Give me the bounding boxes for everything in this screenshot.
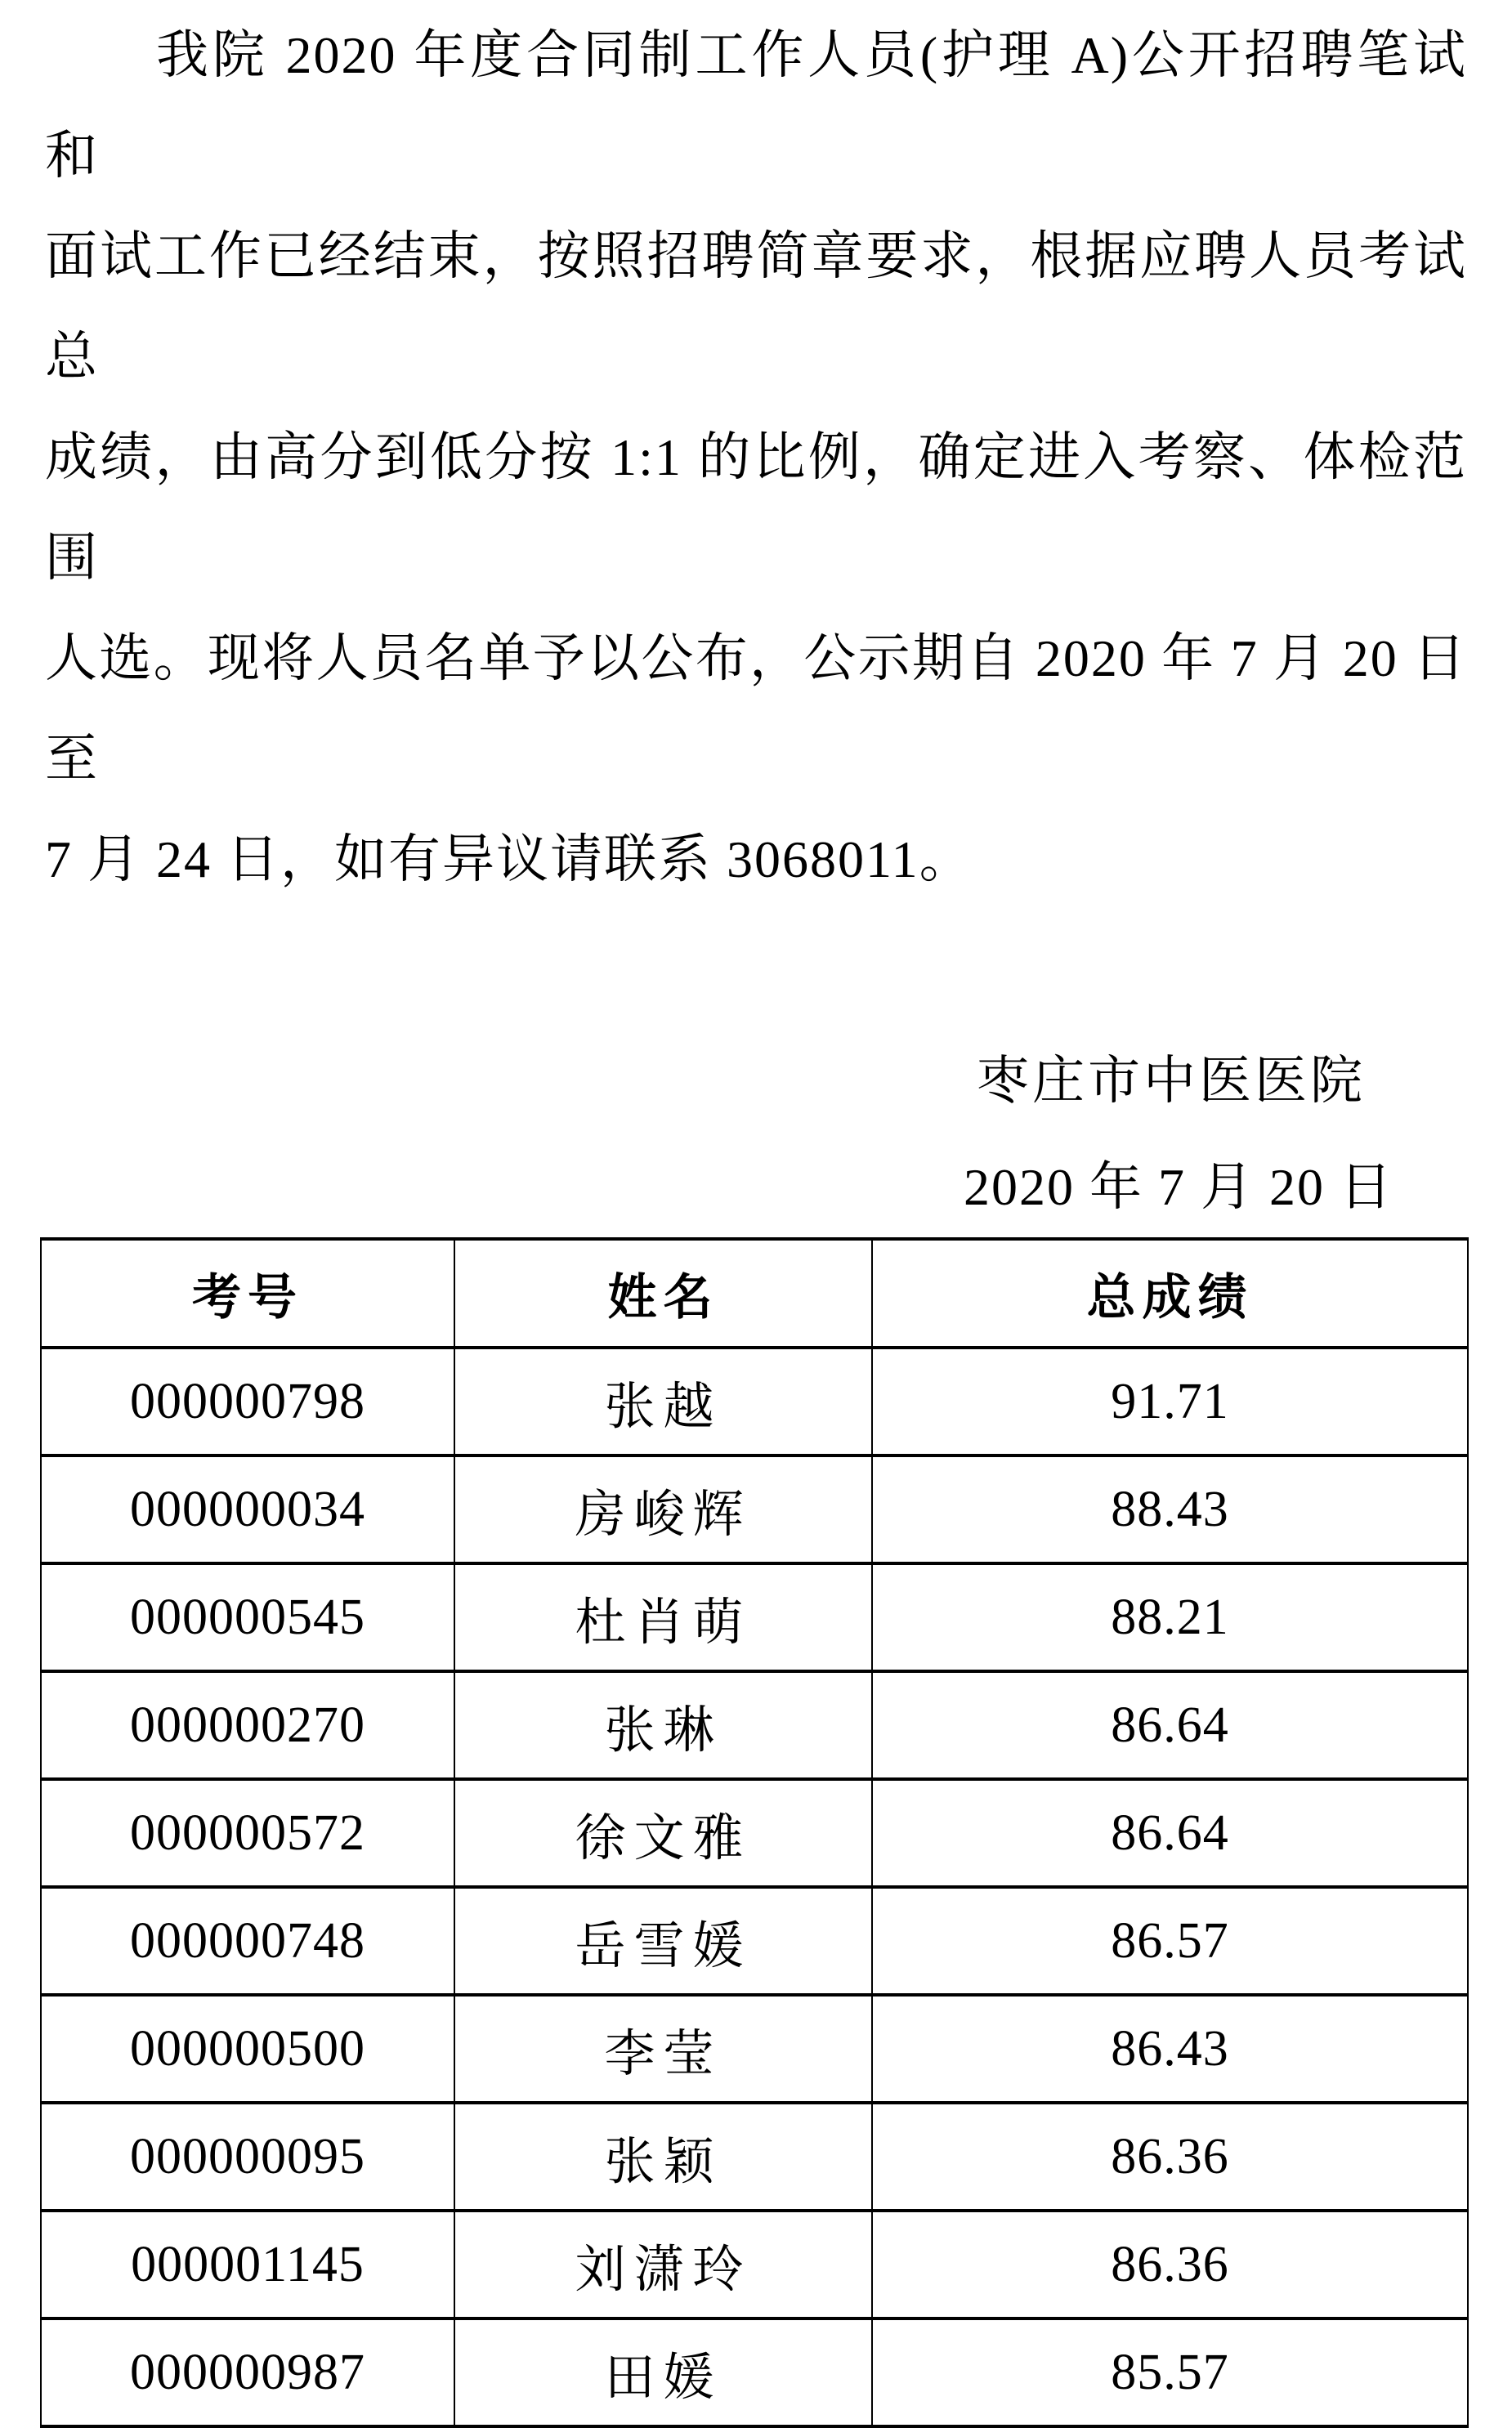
cell-name: 岳雪媛: [454, 1887, 872, 1995]
cell-exam-no: 000000270: [41, 1671, 454, 1779]
table-row: [41, 1887, 1468, 1995]
cell-score: 88.21: [872, 1563, 1468, 1671]
table-row: [41, 1348, 1468, 1455]
column-header-exam-no: 考号: [41, 1239, 454, 1348]
cell-name: 刘潇玲: [454, 2211, 872, 2318]
cell-score: 91.71: [872, 1348, 1468, 1455]
cell-score: 88.43: [872, 1455, 1468, 1563]
table-row: [41, 1455, 1468, 1563]
cell-exam-no: 000000500: [41, 1995, 454, 2103]
cell-score: 86.43: [872, 1995, 1468, 2103]
table-row: [41, 2103, 1468, 2211]
table-row: [41, 2318, 1468, 2426]
column-header-name: 姓名: [454, 1239, 872, 1348]
table-row: [41, 1671, 1468, 1779]
cell-score: 86.36: [872, 2211, 1468, 2318]
cell-name: 张越: [454, 1348, 872, 1455]
cell-name: 张琳: [454, 1671, 872, 1779]
cell-score: 85.57: [872, 2318, 1468, 2426]
column-header-score: 总成绩: [872, 1239, 1468, 1348]
paragraph-line: 人选。现将人员名单予以公布，公示期自 2020 年 7 月 20 日至: [45, 629, 1467, 788]
table-row: [41, 1563, 1468, 1671]
cell-name: 李莹: [454, 1995, 872, 2103]
cell-exam-no: 000000798: [41, 1348, 454, 1455]
cell-exam-no: 000000748: [41, 1887, 454, 1995]
cell-name: 张颖: [454, 2103, 872, 2211]
cell-exam-no: 000000572: [41, 1779, 454, 1887]
cell-score: 86.64: [872, 1671, 1468, 1779]
table-row: [41, 1779, 1468, 1887]
cell-name: 田媛: [454, 2318, 872, 2426]
table-row: [41, 2211, 1468, 2318]
cell-exam-no: 000000545: [41, 1563, 454, 1671]
cell-name: 徐文雅: [454, 1779, 872, 1887]
cell-exam-no: 000001145: [41, 2211, 454, 2318]
cell-exam-no: 000000987: [41, 2318, 454, 2426]
cell-score: 86.36: [872, 2103, 1468, 2211]
paragraph-line: 我院 2020 年度合同制工作人员(护理 A)公开招聘笔试和: [45, 26, 1467, 185]
table-row: [41, 1995, 1468, 2103]
cell-score: 86.57: [872, 1887, 1468, 1995]
cell-score: 86.64: [872, 1779, 1468, 1887]
results-table: [40, 1237, 1469, 2428]
signature-organization: 枣庄市中医医院: [977, 1052, 1366, 1110]
paragraph-line: 7 月 24 日，如有异议请联系 3068011。: [45, 830, 973, 888]
cell-name: 房峻辉: [454, 1455, 872, 1563]
table-header-row: [41, 1239, 1468, 1348]
paragraph-line: 成绩，由高分到低分按 1:1 的比例，确定进入考察、体检范围: [45, 428, 1467, 587]
signature-date: 2020 年 7 月 20 日: [964, 1158, 1393, 1216]
paragraph-line: 面试工作已经结束，按照招聘简章要求，根据应聘人员考试总: [45, 227, 1467, 386]
cell-exam-no: 000000095: [41, 2103, 454, 2211]
cell-exam-no: 000000034: [41, 1455, 454, 1563]
cell-name: 杜肖萌: [454, 1563, 872, 1671]
announcement-paragraph: [45, 5, 1467, 910]
